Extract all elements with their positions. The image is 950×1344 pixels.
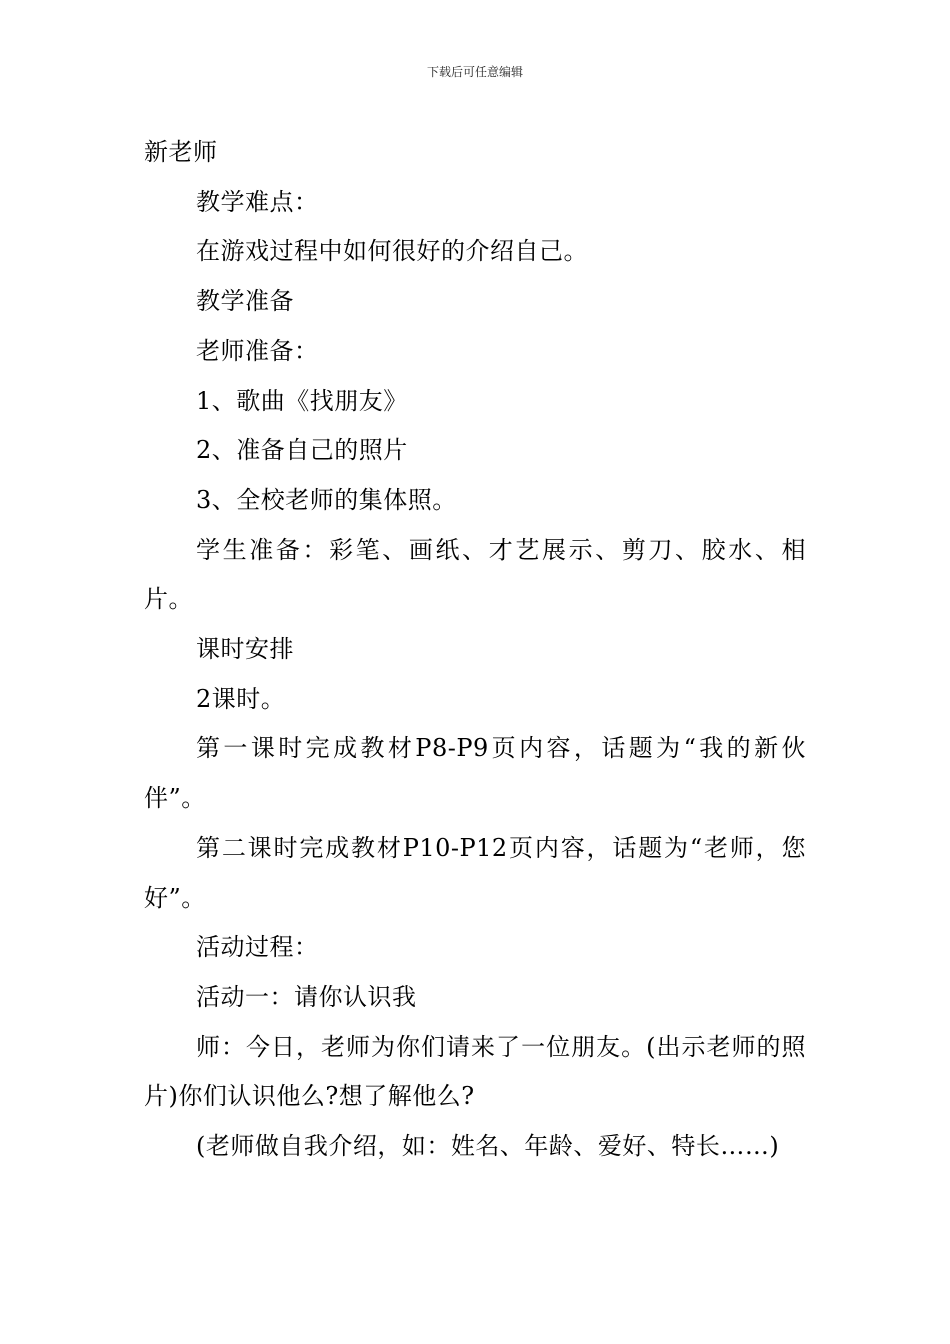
paragraph-activity-process-heading: 活动过程： [196, 933, 319, 962]
paragraph-teaching-difficulty-heading: 教学难点： [196, 187, 319, 216]
paragraph-teaching-preparation-heading: 教学准备 [196, 287, 294, 316]
paragraph-second-lesson: 第二课时完成教材P10-P12页内容，话题为“老师，您好”。 [144, 833, 806, 912]
paragraph-teaching-difficulty: 在游戏过程中如何很好的介绍自己。 [196, 237, 588, 266]
document-title-line: 新老师 [144, 138, 218, 166]
paragraph-first-lesson: 第一课时完成教材P8-P9页内容，话题为“我的新伙伴”。 [144, 734, 806, 813]
paragraph-student-preparation: 学生准备：彩笔、画纸、才艺展示、剪刀、胶水、相片。 [144, 535, 806, 614]
paragraph-activity-one: 活动一：请你认识我 [196, 982, 417, 1011]
document-body [144, 128, 806, 1172]
list-item-3: 3、全校老师的集体照。 [196, 485, 457, 514]
list-item-2: 2、准备自己的照片 [196, 436, 408, 465]
list-item-1: 1、歌曲《找朋友》 [196, 386, 408, 415]
paragraph-self-introduction: (老师做自我介绍，如：姓名、年龄、爱好、特长……) [196, 1132, 780, 1161]
paragraph-schedule-heading: 课时安排 [196, 635, 294, 664]
paragraph-teacher-speech: 师：今日，老师为你们请来了一位朋友。(出示老师的照片)你们认识他么?想了解他么? [144, 1032, 806, 1111]
page-header-note: 下载后可任意编辑 [426, 65, 523, 79]
paragraph-teacher-preparation-heading: 老师准备： [196, 336, 319, 365]
paragraph-lesson-count: 2课时。 [196, 684, 286, 713]
